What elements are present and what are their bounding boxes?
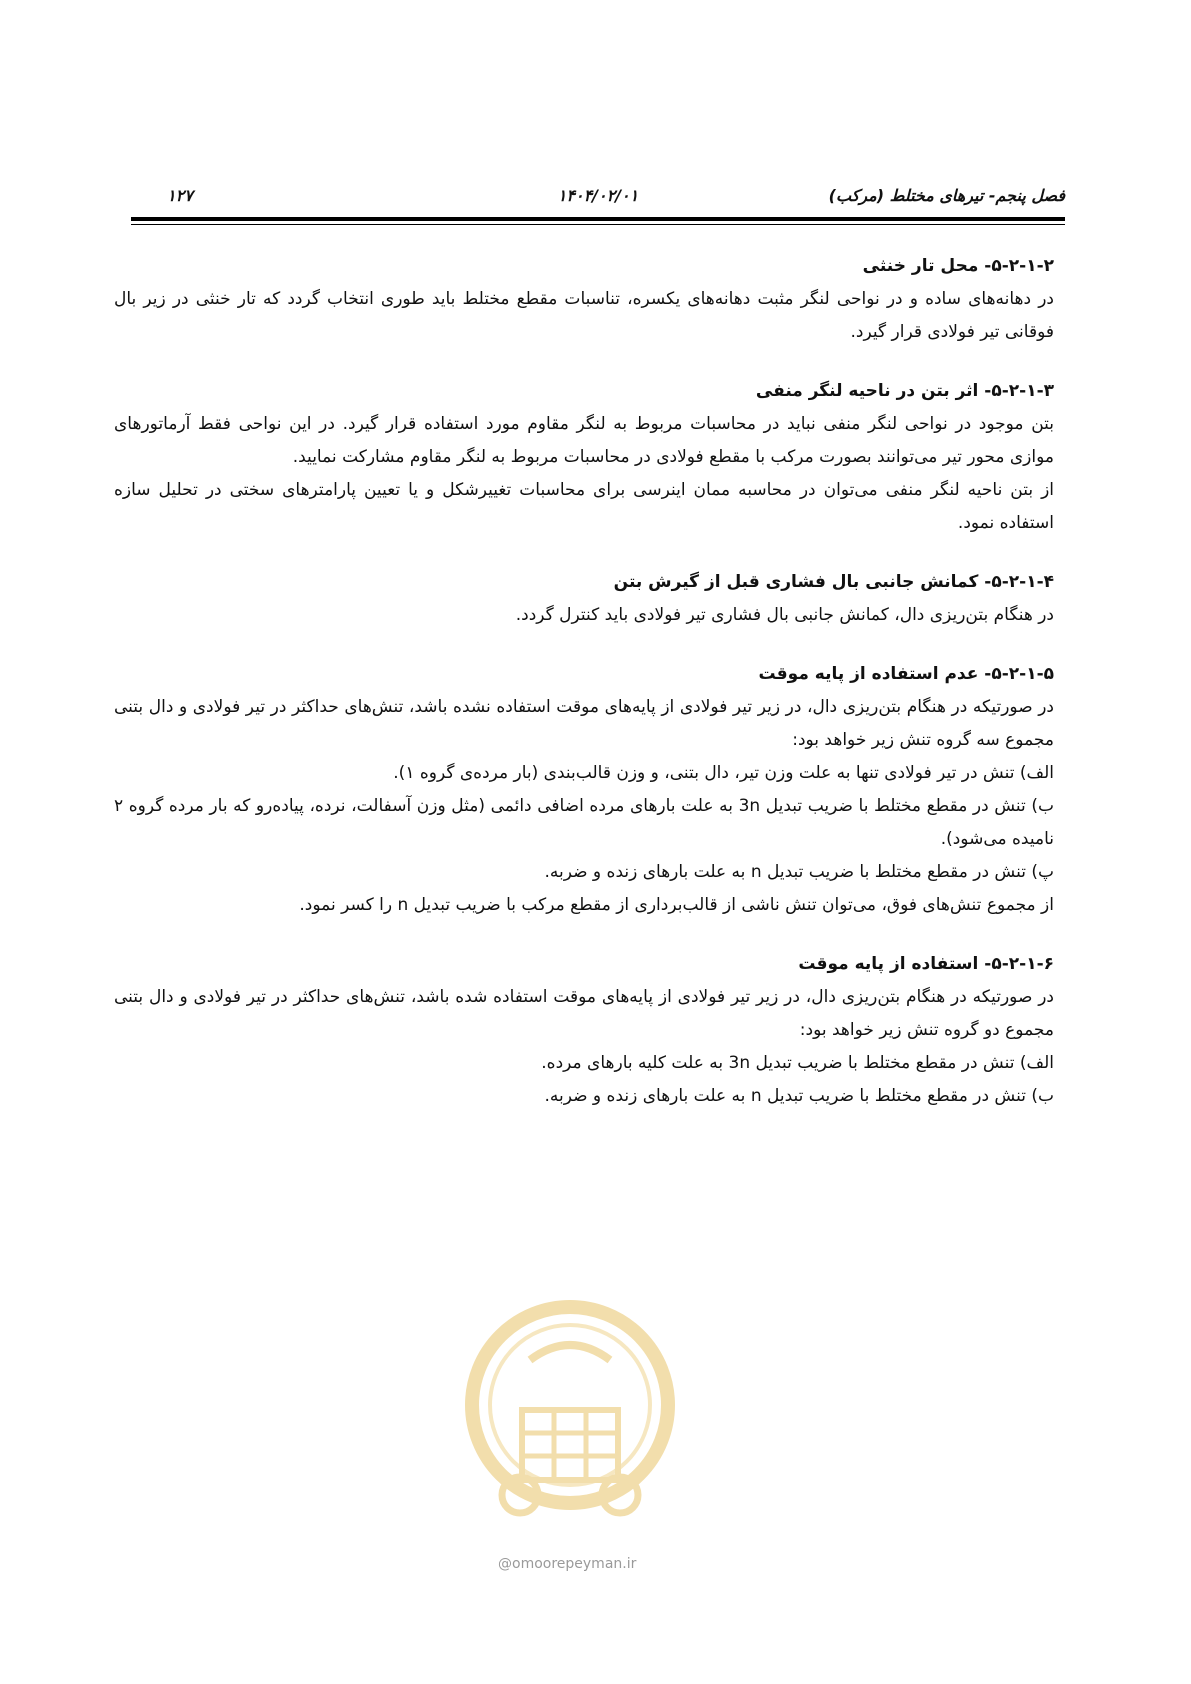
section-temporary-support (114, 948, 1054, 1113)
page-header (131, 186, 1065, 214)
paragraph: بتن موجود در نواحی لنگر منفی نباید در محاسبات مربوط به لنگر مقاوم مورد استفاده قرار گیرد. در این نواحی فقط آرماتورهای موازی محور تیر می‌توانند بصورت مرکب با مقطع فولادی در محاسبات مربوط به لنگر مقاوم مشارکت نمایید. (114, 414, 1054, 467)
watermark-logo-icon (460, 1290, 680, 1560)
header-rule-thin (131, 224, 1065, 225)
list-item: ب) تنش در مقطع مختلط با ضریب تبدیل 3n به علت بارهای مرده اضافی دائمی (مثل وزن آسفالت، نرده، پیاده‌رو که بار مرده گروه ۲ نامیده می‌شود). (114, 796, 1054, 849)
chapter-title: فصل پنجم- تیرهای مختلط (مرکب) (828, 186, 1065, 205)
watermark-url: @omoorepeyman.ir (498, 1556, 637, 1572)
section-heading: ۵-۲-۱-۵- عدم استفاده از پایه موقت (758, 664, 1054, 684)
header-rule-thick (131, 217, 1065, 221)
list-item: الف) تنش در مقطع مختلط با ضریب تبدیل 3n به علت کلیه بارهای مرده. (541, 1053, 1054, 1073)
list-item: پ) تنش در مقطع مختلط با ضریب تبدیل n به علت بارهای زنده و ضربه. (544, 862, 1054, 882)
paragraph: در صورتیکه در هنگام بتن‌ریزی دال، در زیر تیر فولادی از پایه‌های موقت استفاده شده باشد، تنش‌های حداکثر در تیر فولادی و دال بتنی مجموع دو گروه تنش زیر خواهد بود: (114, 987, 1054, 1040)
page-body (114, 250, 1054, 1113)
section-no-temporary-support (114, 658, 1054, 922)
section-neutral-axis (114, 250, 1054, 349)
paragraph: از مجموع تنش‌های فوق، می‌توان تنش ناشی از قالب‌برداری از مقطع مرکب با ضریب تبدیل n را کسر نمود. (299, 895, 1054, 915)
section-heading: ۵-۲-۱-۶- استفاده از پایه موقت (798, 954, 1054, 974)
section-heading: ۵-۲-۱-۳- اثر بتن در ناحیه لنگر منفی (755, 381, 1054, 401)
paragraph: در صورتیکه در هنگام بتن‌ریزی دال، در زیر تیر فولادی از پایه‌های موقت استفاده نشده باشد، تنش‌های حداکثر در تیر فولادی و دال بتنی مجموع سه گروه تنش زیر خواهد بود: (114, 697, 1054, 750)
section-negative-moment (114, 375, 1054, 540)
section-lateral-buckling (114, 566, 1054, 632)
list-item: ب) تنش در مقطع مختلط با ضریب تبدیل n به علت بارهای زنده و ضربه. (544, 1086, 1054, 1106)
paragraph: از بتن ناحیه لنگر منفی می‌توان در محاسبه ممان اینرسی برای محاسبات تغییرشکل و یا تعیین پارامترهای سختی در تحلیل سازه استفاده نمود. (114, 480, 1054, 533)
section-heading: ۵-۲-۱-۲- محل تار خنثی (862, 256, 1054, 276)
paragraph: در هنگام بتن‌ریزی دال، کمانش جانبی بال فشاری تیر فولادی باید کنترل گردد. (515, 605, 1054, 625)
paragraph: در دهانه‌های ساده و در نواحی لنگر مثبت دهانه‌های یکسره، تناسبات مقطع مختلط باید طوری انتخاب گردد که تار خنثی در زیر بال فوقانی تیر فولادی قرار گیرد. (114, 289, 1054, 342)
header-date: ۱۴۰۴/۰۲/۰۱ (557, 186, 639, 205)
page-number: ۱۲۷ (167, 186, 193, 205)
section-heading: ۵-۲-۱-۴- کمانش جانبی بال فشاری قبل از گیرش بتن (613, 572, 1054, 592)
list-item: الف) تنش در تیر فولادی تنها به علت وزن تیر، دال بتنی، و وزن قالب‌بندی (بار مرده‌ی گروه ۱). (393, 763, 1054, 783)
